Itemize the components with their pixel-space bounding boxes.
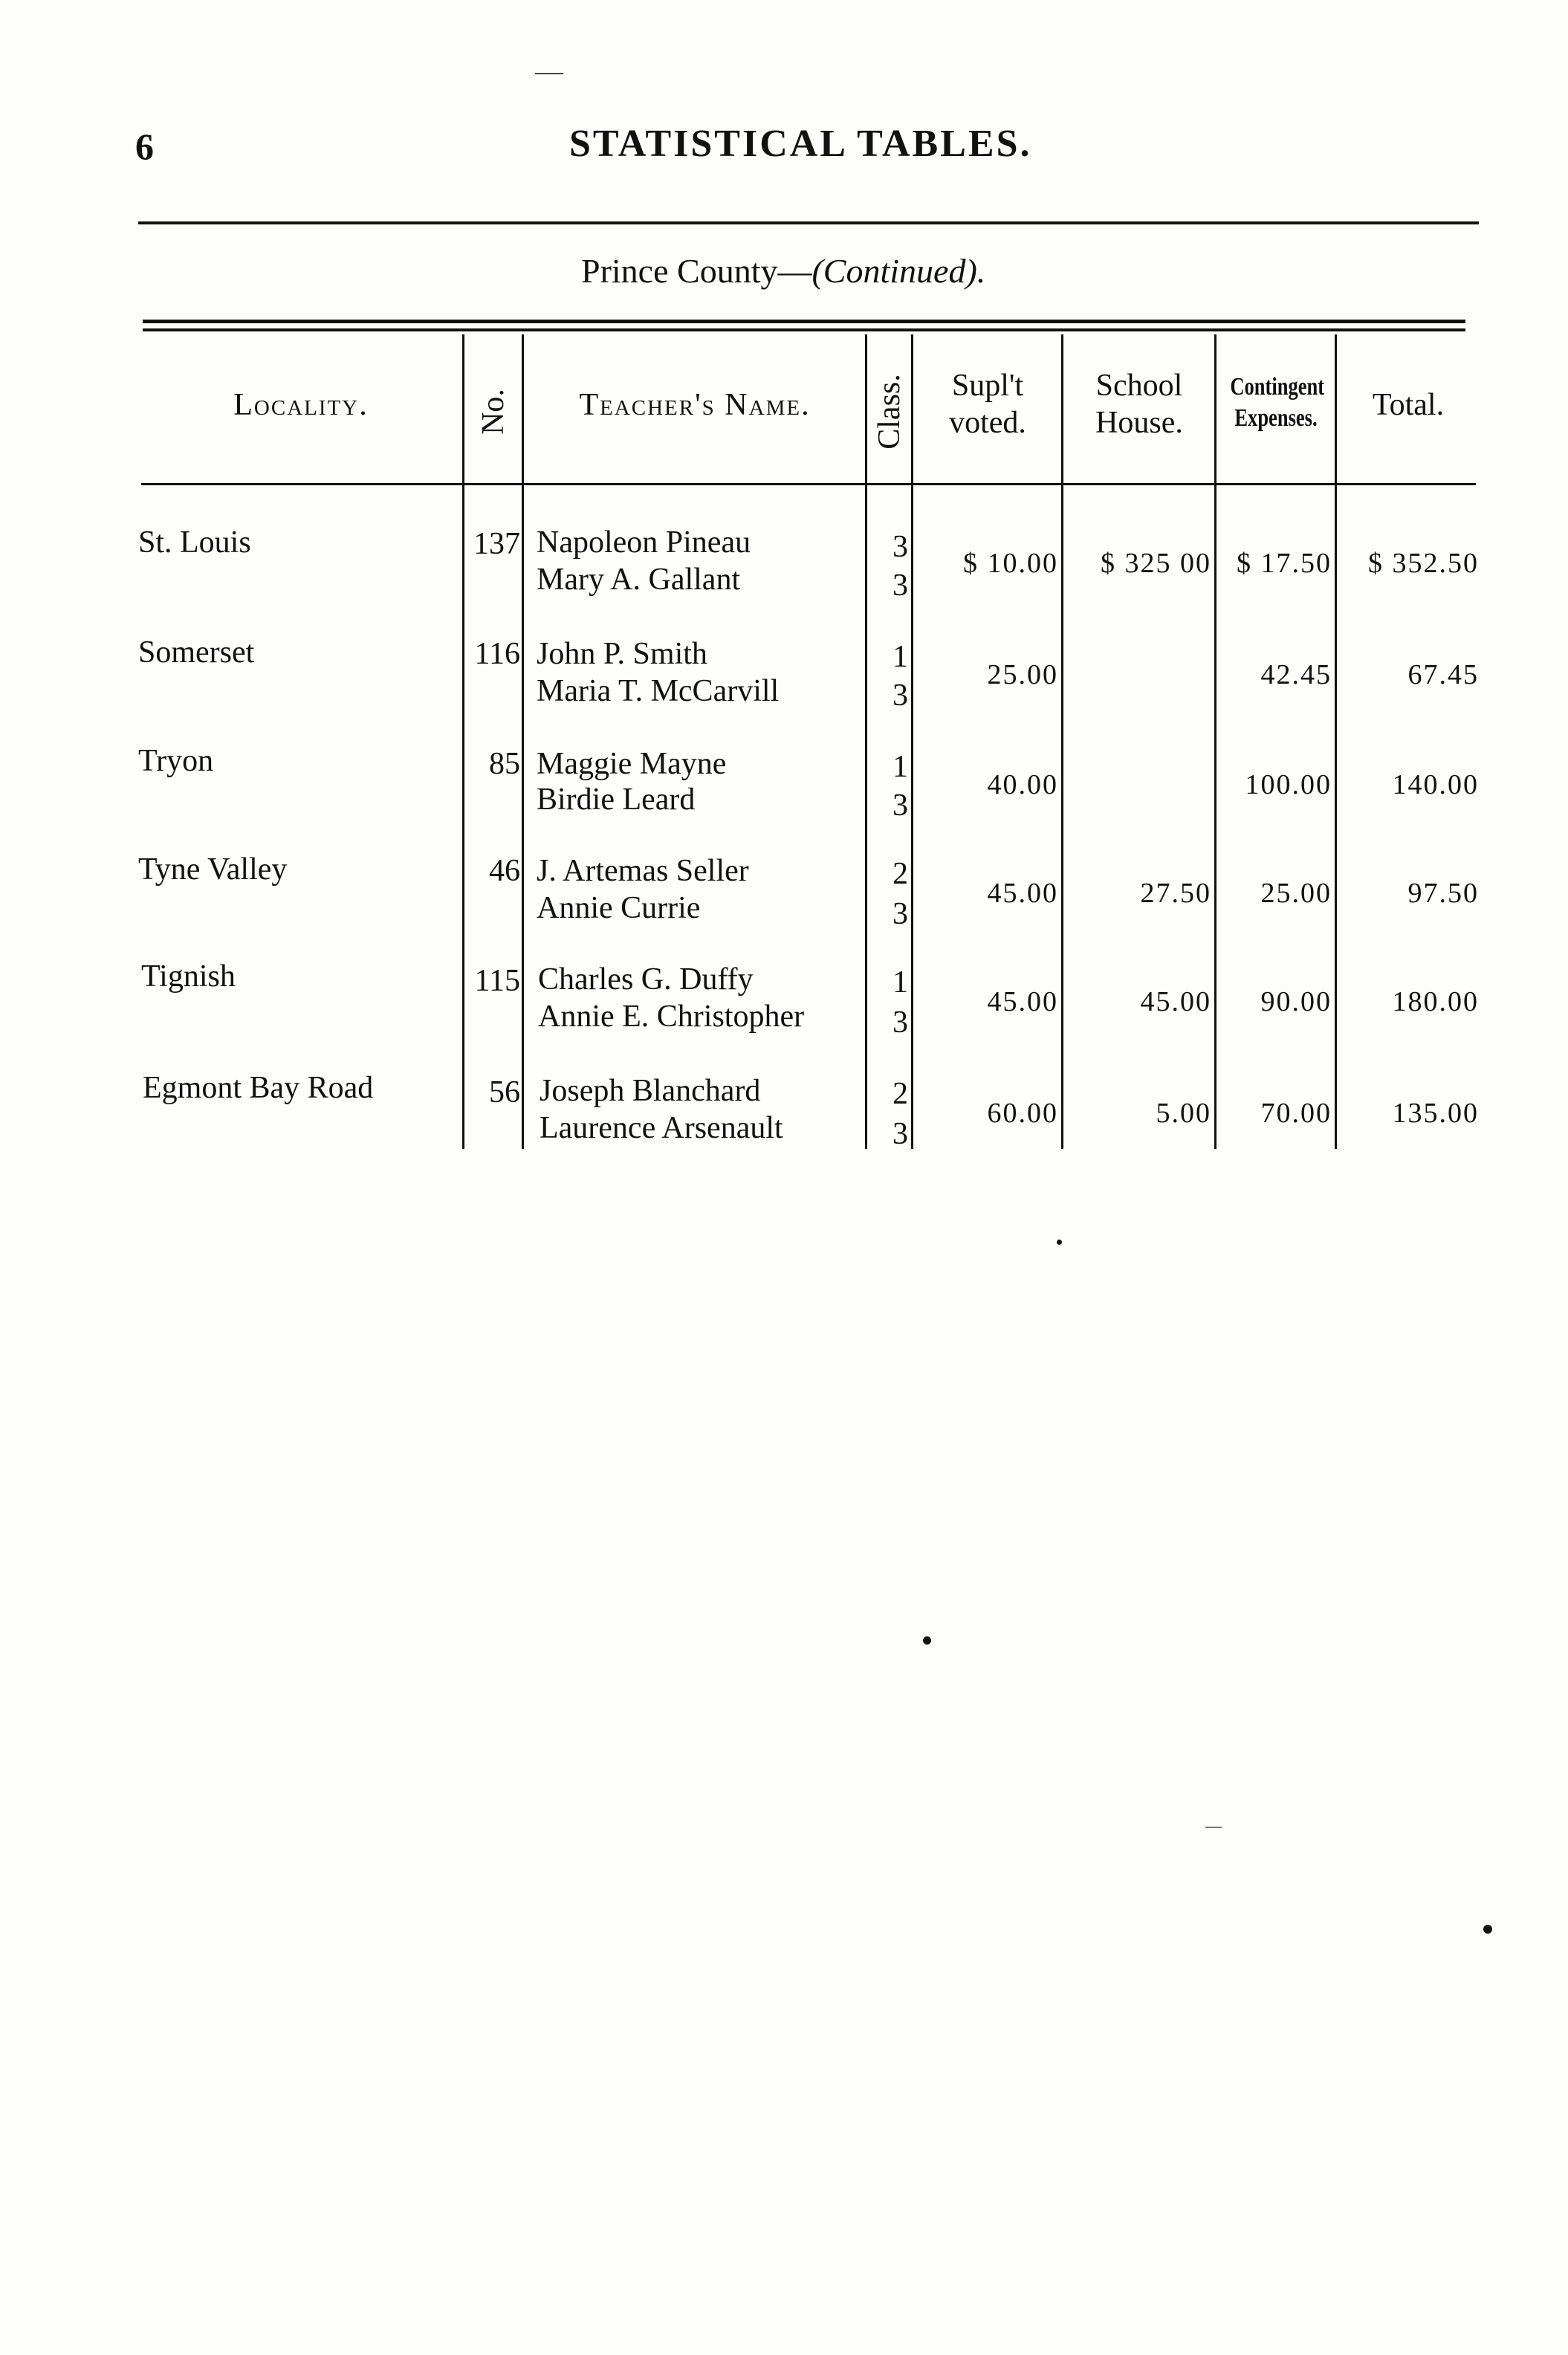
row-class-1: 2 xyxy=(892,857,908,891)
header-supplement-line2: voted. xyxy=(949,406,1026,440)
row-total: 180.00 xyxy=(1392,986,1479,1017)
header-supplement xyxy=(914,367,1061,441)
row-supplement: 45.00 xyxy=(987,986,1058,1017)
header-no-cell xyxy=(465,342,522,482)
col-sep-2 xyxy=(522,334,524,1149)
header-contingent-line2: Expenses. xyxy=(1234,404,1318,432)
table-subtitle xyxy=(581,251,985,291)
row-contingent: 42.45 xyxy=(1260,659,1332,690)
scan-mark xyxy=(535,73,563,74)
row-teacher-2: Birdie Leard xyxy=(537,783,696,817)
row-locality: Tyne Valley xyxy=(138,852,288,887)
header-school-line1: School xyxy=(1095,369,1183,403)
row-supplement: 45.00 xyxy=(987,878,1058,909)
row-total: 135.00 xyxy=(1392,1098,1479,1129)
ink-speck xyxy=(1057,1240,1062,1245)
row-class-2: 3 xyxy=(892,1117,908,1151)
header-school-house xyxy=(1064,367,1214,441)
row-supplement: $ 10.00 xyxy=(963,548,1058,579)
row-teacher-2: Mary A. Gallant xyxy=(537,563,741,597)
row-class-2: 3 xyxy=(892,678,908,713)
col-sep-6 xyxy=(1214,334,1217,1149)
row-contingent: 25.00 xyxy=(1260,878,1332,909)
row-school-house: 5.00 xyxy=(1156,1098,1211,1129)
row-no: 116 xyxy=(474,637,520,671)
row-school-house: 45.00 xyxy=(1140,986,1211,1017)
row-school-house: 27.50 xyxy=(1140,878,1211,909)
row-teacher-1: Napoleon Pineau xyxy=(537,525,751,560)
row-locality: Tignish xyxy=(141,959,236,994)
row-contingent: 90.00 xyxy=(1260,986,1332,1017)
header-class-cell xyxy=(868,342,911,482)
row-total: 97.50 xyxy=(1407,878,1479,909)
row-class-1: 1 xyxy=(892,750,908,784)
col-sep-3 xyxy=(865,334,867,1149)
row-no: 115 xyxy=(474,964,520,998)
row-class-2: 3 xyxy=(892,788,908,823)
row-teacher-2: Maria T. McCarvill xyxy=(537,674,780,708)
row-no: 85 xyxy=(489,747,520,781)
row-contingent: 70.00 xyxy=(1260,1098,1332,1129)
header-no: No. xyxy=(476,389,511,435)
row-teacher-1: J. Artemas Seller xyxy=(537,854,749,888)
header-supplement-line1: Supl't xyxy=(951,369,1024,403)
row-contingent: $ 17.50 xyxy=(1237,548,1332,579)
header-bottom-rule xyxy=(141,483,1476,485)
subtitle-italic: (Continued). xyxy=(811,252,986,290)
row-class-1: 1 xyxy=(892,965,908,1000)
row-total: $ 352.50 xyxy=(1368,548,1479,579)
row-teacher-1: Charles G. Duffy xyxy=(538,962,754,997)
row-no: 46 xyxy=(489,854,520,888)
row-class-2: 3 xyxy=(892,568,908,603)
row-locality: Tryon xyxy=(138,744,214,778)
table-top-rule-1 xyxy=(143,320,1465,323)
row-class-1: 1 xyxy=(892,640,908,674)
row-class-1: 3 xyxy=(892,530,908,564)
row-locality: Somerset xyxy=(138,635,255,670)
header-total: Total. xyxy=(1372,388,1445,422)
header-teacher: Teacher's Name. xyxy=(579,388,811,422)
ink-speck xyxy=(1483,1925,1492,1934)
row-supplement: 25.00 xyxy=(987,659,1058,690)
row-total: 140.00 xyxy=(1392,769,1479,800)
header-contingent-line1: Contingent xyxy=(1230,373,1325,401)
row-class-1: 2 xyxy=(892,1077,908,1111)
subtitle-main: Prince County— xyxy=(581,252,812,290)
col-sep-1 xyxy=(462,334,464,1149)
scan-mark xyxy=(1205,1827,1222,1828)
row-class-2: 3 xyxy=(892,897,908,931)
col-sep-5 xyxy=(1061,334,1063,1149)
header-contingent xyxy=(1217,372,1335,434)
col-sep-4 xyxy=(911,334,913,1149)
row-teacher-2: Laurence Arsenault xyxy=(540,1111,783,1145)
header-rule xyxy=(138,221,1479,224)
col-sep-7 xyxy=(1335,334,1337,1149)
row-total: 67.45 xyxy=(1407,659,1479,690)
row-teacher-1: Maggie Mayne xyxy=(537,747,727,781)
running-head: STATISTICAL TABLES. xyxy=(569,123,1032,165)
row-supplement: 60.00 xyxy=(987,1098,1058,1129)
header-class: Class. xyxy=(872,374,907,450)
page-number: 6 xyxy=(135,126,154,167)
row-no: 137 xyxy=(473,527,520,561)
row-teacher-2: Annie Currie xyxy=(537,891,701,925)
row-no: 56 xyxy=(489,1075,520,1110)
row-locality: Egmont Bay Road xyxy=(143,1071,374,1105)
row-locality: St. Louis xyxy=(138,525,251,560)
header-school-line2: House. xyxy=(1095,406,1183,440)
ink-speck xyxy=(923,1636,931,1645)
row-teacher-1: John P. Smith xyxy=(537,637,707,671)
header-locality: Locality. xyxy=(233,388,369,422)
row-teacher-1: Joseph Blanchard xyxy=(540,1074,761,1108)
row-supplement: 40.00 xyxy=(987,769,1058,800)
row-contingent: 100.00 xyxy=(1245,769,1332,800)
table-top-rule-2 xyxy=(143,328,1465,331)
row-school-house: $ 325 00 xyxy=(1101,548,1211,579)
row-teacher-2: Annie E. Christopher xyxy=(538,1000,805,1034)
row-class-2: 3 xyxy=(892,1005,908,1040)
